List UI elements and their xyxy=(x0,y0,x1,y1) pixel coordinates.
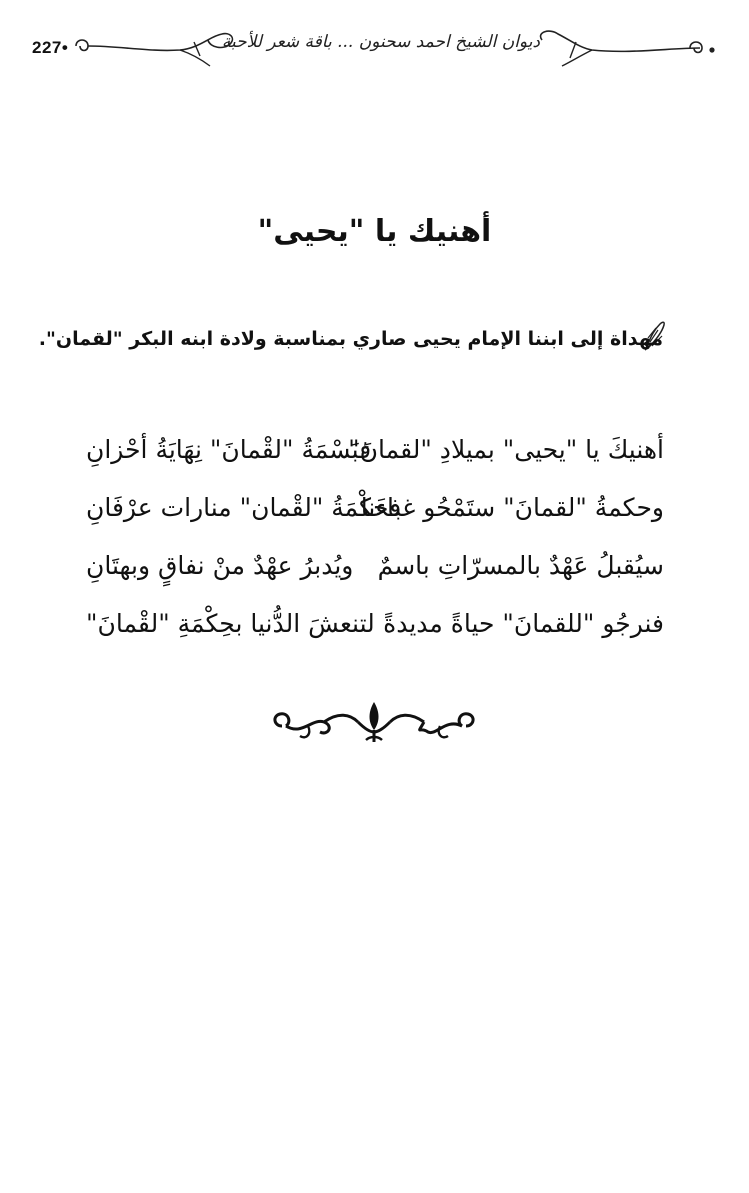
verse-second-hemistich: فحكْمَةُ "لقْمان" منارات عرْفَانِ xyxy=(86,493,402,522)
page-number: 227• xyxy=(32,38,69,57)
verse-line xyxy=(86,430,664,488)
scroll-flourish-left-icon xyxy=(70,26,240,70)
verse-line xyxy=(86,546,664,604)
verse-second-hemistich: لتنعشَ الدُّنيا بحِكْمَةِ "لقْمانَ" xyxy=(86,609,375,638)
poem-title: أهنيك يا "يحيى" xyxy=(257,214,492,249)
verse-second-hemistich: فبَسْمَةُ "لقْمانَ" نِهَايَةُ أحْزانِ xyxy=(86,435,372,464)
verse-second-hemistich: ويُدبرُ عهْدٌ منْ نفاقٍ وبهتَانِ xyxy=(86,551,354,580)
verse-first-hemistich: سيُقبلُ عَهْدٌ بالمسرّاتِ باسمٌ xyxy=(377,551,664,580)
poem-verses xyxy=(86,430,664,662)
running-header xyxy=(0,0,749,90)
scroll-flourish-right-icon xyxy=(530,26,720,70)
verse-first-hemistich: فنرجُو "للقمانَ" حياةً مديدةً xyxy=(383,609,664,638)
verse-line xyxy=(86,488,664,546)
verse-line xyxy=(86,604,664,662)
verse-first-hemistich: وحكمةُ "لقمانَ" ستَمْحُو غباءَنا xyxy=(360,493,664,522)
floral-scroll-ornament-icon xyxy=(268,696,480,754)
running-header-title: ديوان الشيخ احمد سحنون ... باقة شعر للأحبة xyxy=(221,32,540,52)
verse-first-hemistich: أهنيكَ يا "يحيى" بميلادِ "لقمانَ" xyxy=(348,435,664,464)
poem-dedication: مهداة إلى ابننا الإمام يحيى صاري بمناسبة ولادة ابنه البكر "لقمان". xyxy=(38,328,663,350)
